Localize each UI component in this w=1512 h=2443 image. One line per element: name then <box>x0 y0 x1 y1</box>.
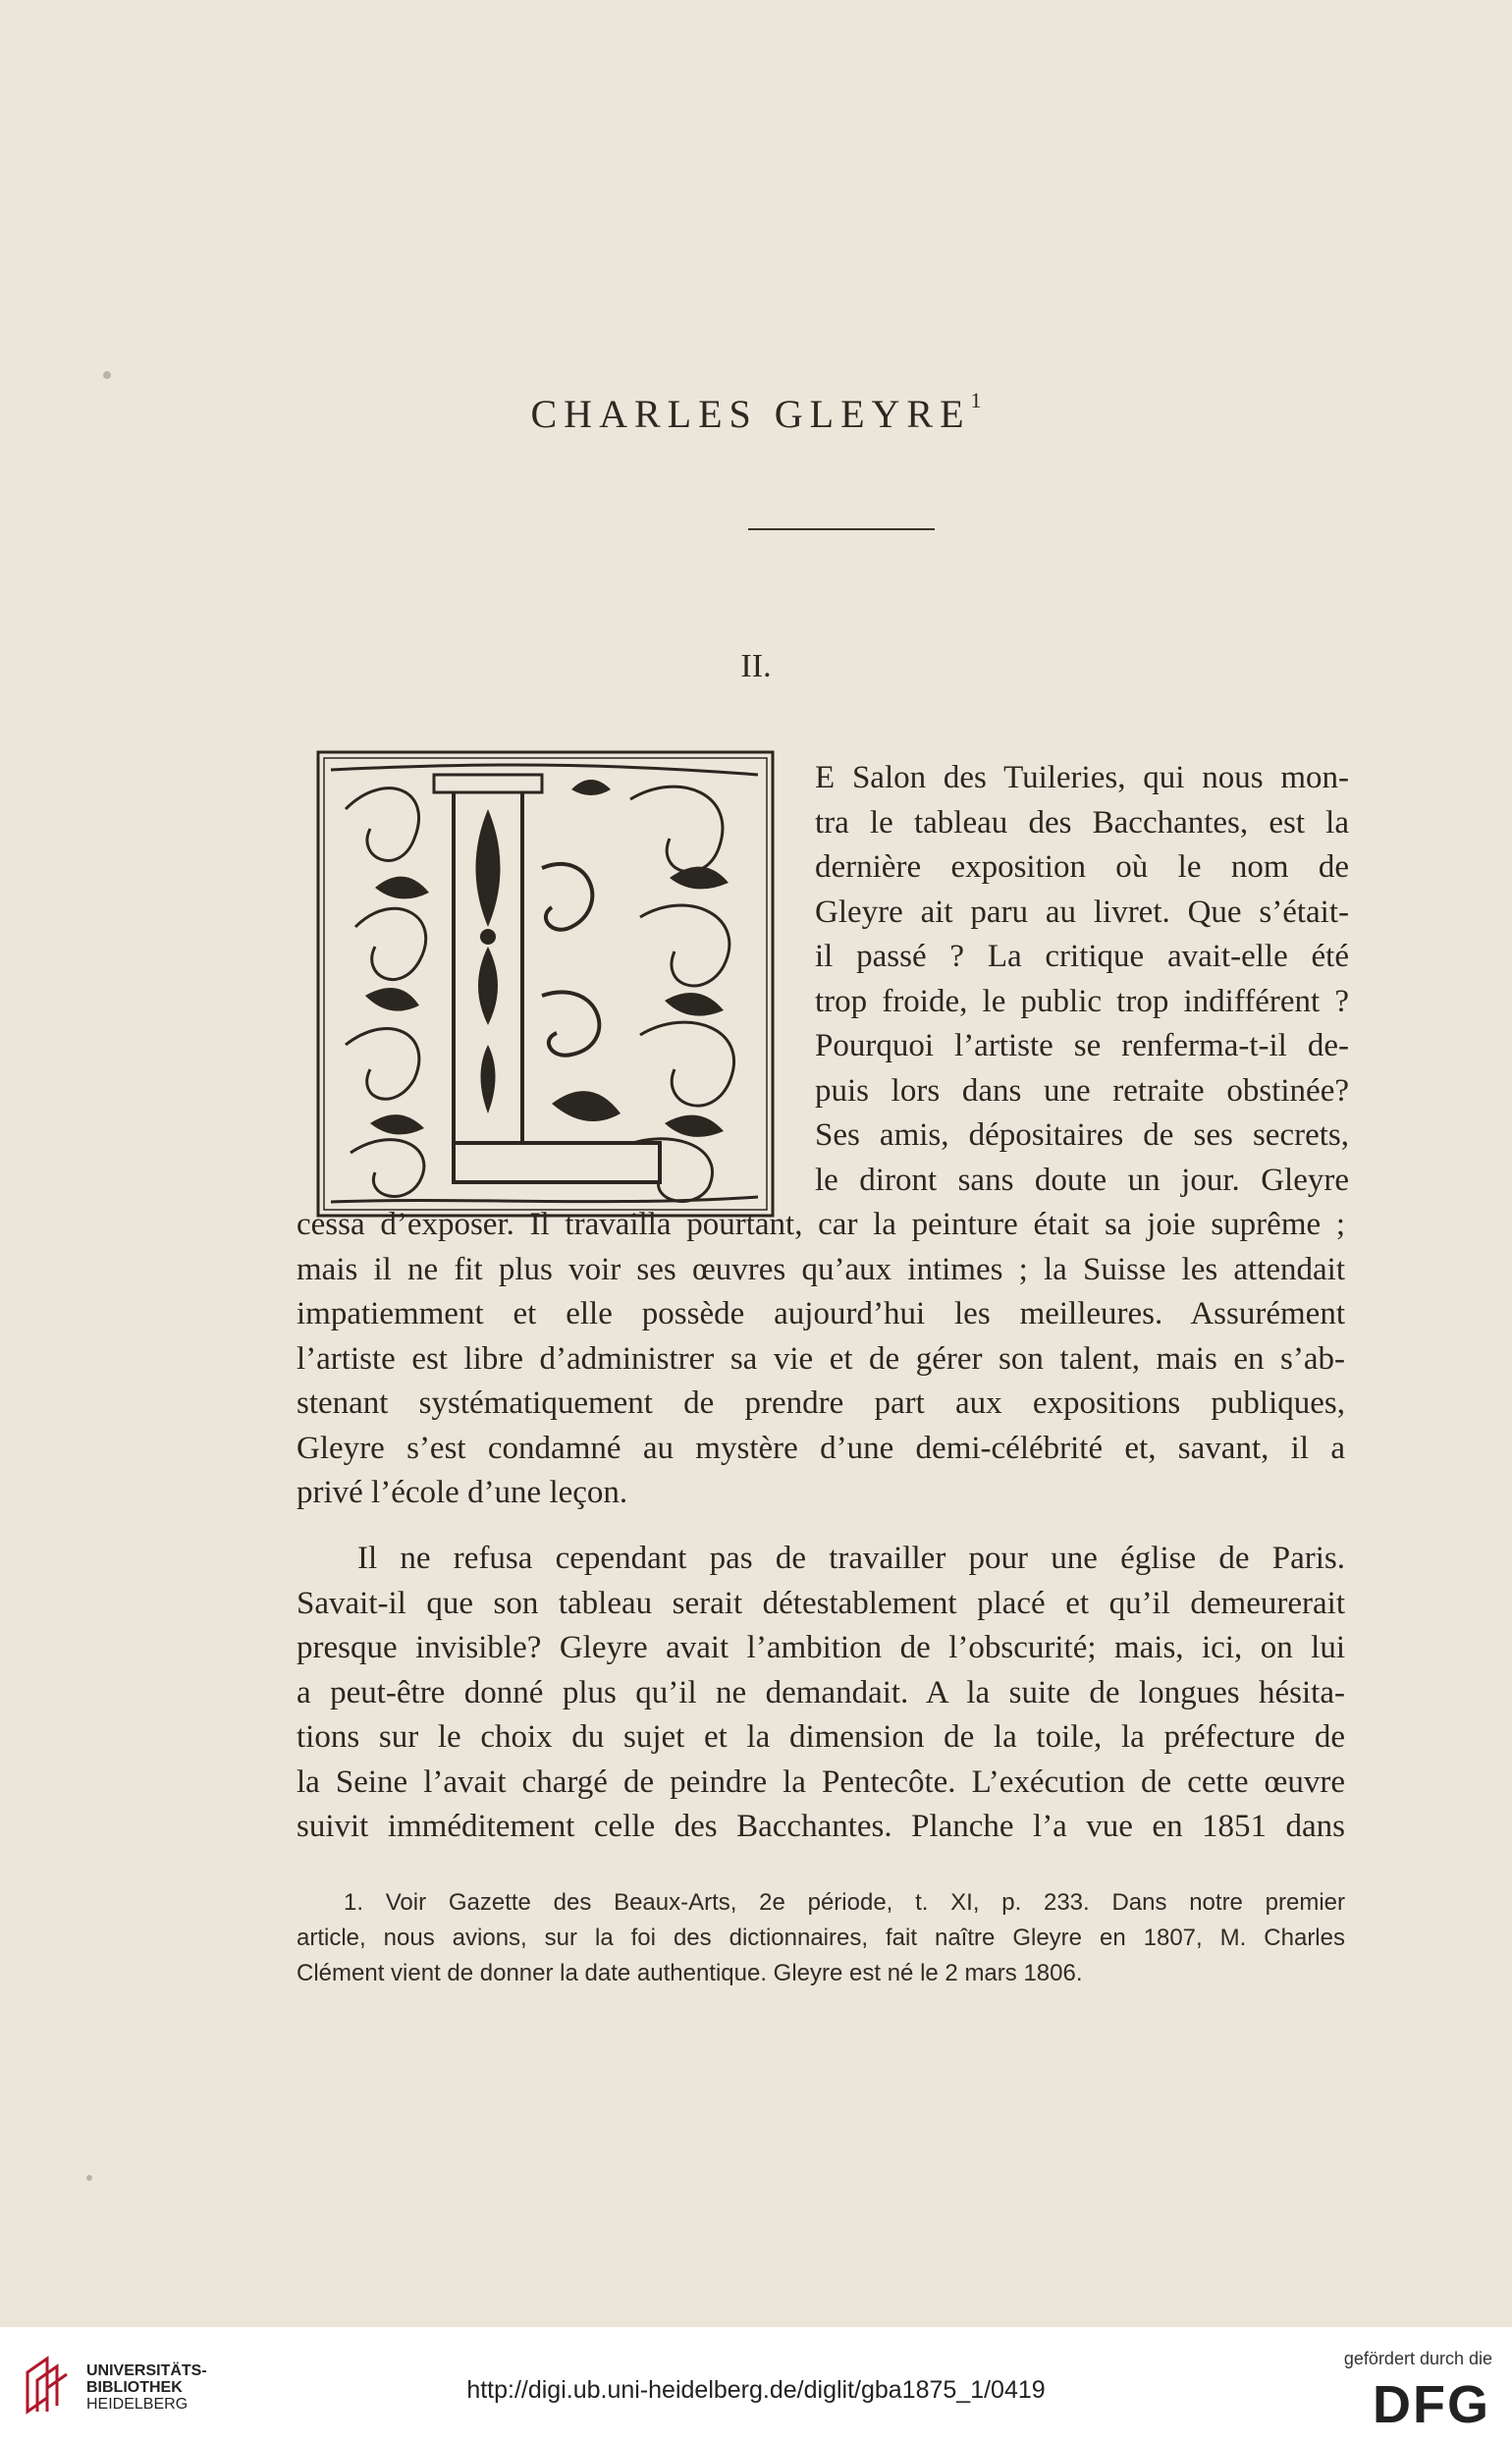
funding-label: gefördert durch die <box>1343 2349 1492 2368</box>
text-line: puis lors dans une retraite obstinée? <box>815 1072 1349 1109</box>
text-line: dernière exposition où le nom de <box>815 849 1349 885</box>
article-title <box>0 387 1512 437</box>
ornamental-letter-L-icon <box>316 750 775 1218</box>
text-line: Savait-il que son tableau serait détestablement placé et qu’il demeurerait <box>297 1585 1345 1621</box>
text-line: impatiemment et elle possède aujourd’hui les meilleures. Assurément <box>297 1296 1345 1331</box>
text-line: E Salon des Tuileries, qui nous mon- <box>815 760 1349 795</box>
text-line: presque invisible? Gleyre avait l’ambition de l’obscurité; mais, ici, on lui <box>297 1630 1345 1665</box>
library-line: UNIVERSITÄTS- <box>86 2362 207 2379</box>
text-line: Pourquoi l’artiste se renferma-t-il de- <box>815 1028 1349 1063</box>
text-line: privé l’école d’une leçon. <box>297 1475 628 1510</box>
paper-speck <box>86 2175 92 2181</box>
paragraph-2 <box>297 1537 1345 1850</box>
paper-speck <box>103 371 111 379</box>
library-line: HEIDELBERG <box>86 2396 189 2413</box>
dfg-logo: DFG <box>1373 2375 1490 2434</box>
permalink-url[interactable]: http://digi.ub.uni-heidelberg.de/diglit/gba1875_1/0419 <box>466 2376 1046 2404</box>
title-rule <box>748 528 935 530</box>
text-line: l’artiste est libre d’administrer sa vie et de gérer son talent, mais en s’ab- <box>297 1340 1345 1377</box>
text-line: Ses amis, dépositaires de ses secrets, <box>815 1117 1349 1153</box>
paragraph-1-full <box>297 1203 1345 1516</box>
text-line: suivit imméditement celle des Bacchantes. Planche l’a vue en 1851 dans <box>297 1809 1345 1844</box>
section-number: II. <box>740 648 772 684</box>
text-line: le diront sans doute un jour. Gleyre <box>815 1162 1349 1198</box>
text-line: tra le tableau des Bacchantes, est la <box>815 804 1349 841</box>
text-line: Il ne refusa cependant pas de travailler pour une église de Paris. <box>357 1541 1345 1576</box>
footnote-line: 1. Voir Gazette des Beaux-Arts, 2e période, t. XI, p. 233. Dans notre premier <box>344 1889 1345 1916</box>
text-line: stenant systématiquement de prendre part aux expositions publiques, <box>297 1385 1345 1421</box>
text-line: trop froide, le public trop indifférent ? <box>815 983 1349 1019</box>
text-line: tions sur le choix du sujet et la dimension de la toile, la préfecture de <box>297 1719 1345 1755</box>
viewer-footer <box>0 2327 1512 2443</box>
text-line: Gleyre ait paru au livret. Que s’était- <box>815 894 1349 930</box>
text-line: Gleyre s’est condamné au mystère d’une demi-célébrité et, savant, il a <box>297 1430 1345 1466</box>
library-line: BIBLIOTHEK <box>86 2379 183 2396</box>
text-line: il passé ? La critique avait-elle été <box>815 939 1349 974</box>
text-line: a peut-être donné plus qu’il ne demandait. A la suite de longues hésita- <box>297 1674 1345 1710</box>
text-line: cessa d’exposer. Il travailla pourtant, car la peinture était sa joie suprême ; <box>297 1207 1345 1242</box>
text-line: la Seine l’avait chargé de peindre la Pentecôte. L’exécution de cette œuvre <box>297 1764 1345 1800</box>
article-title-text: CHARLES GLEYRE <box>530 392 971 436</box>
footnote <box>297 1885 1345 1991</box>
text-line: mais il ne fit plus voir ses œuvres qu’aux intimes ; la Suisse les attendait <box>297 1251 1345 1287</box>
title-footnote-ref: 1 <box>970 387 982 412</box>
footnote-line: Clément vient de donner la date authentique. Gleyre est né le 2 mars 1806. <box>297 1960 1083 1986</box>
footnote-line: article, nous avions, sur la foi des dictionnaires, fait naître Gleyre en 1807, M. Charles <box>297 1925 1345 1951</box>
paragraph-1-wrapped <box>815 756 1349 1203</box>
